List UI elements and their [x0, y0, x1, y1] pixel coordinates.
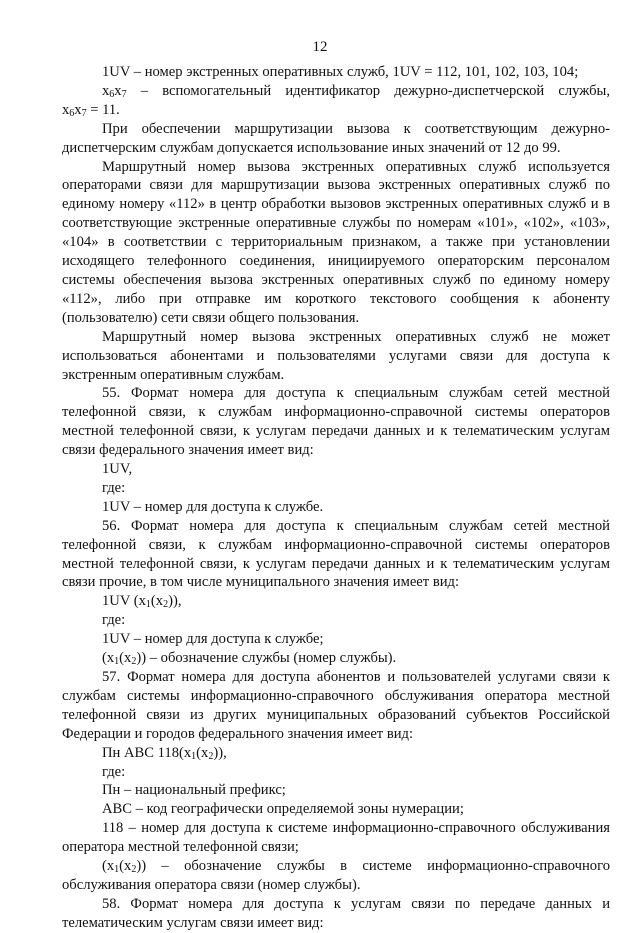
paragraph-routing-values: При обеспечении маршрутизации вызова к соответствующим дежурно-диспетчерским службам допускается использование иных значений от 12 до 99.	[62, 120, 610, 156]
paragraph-auxiliary-id: $x_6x_7$ – вспомогательный идентификатор дежурно-диспетчерской службы,	[102, 82, 610, 100]
formula-clause-57: Пн ABC $118(x_1(x_2))$,	[102, 744, 227, 762]
paragraph-clause-58: 58. Формат номера для доступа к услугам связи по передаче данных и телематическим услугам связи имеет вид:	[62, 895, 610, 931]
definition-national-prefix: Пн – национальный префикс;	[102, 782, 286, 799]
paragraph-routing-number-restriction: Маршрутный номер вызова экстренных оперативных служб не может использоваться абонентами и пользователями услугами связи для доступа к экстренным оперативным службам.	[62, 328, 610, 383]
definition-service-code-118: $(x_1(x_2))$ – обозначение службы в системе информационно-справочного обслуживания оператора связи (номер службы).	[62, 858, 610, 893]
paragraph-emergency-number: 1UV – номер экстренных оперативных служб, 1UV = 112, 101, 102, 103, 104;	[102, 64, 579, 80]
formula-clause-55: 1UV,	[102, 461, 133, 478]
where-label: где:	[102, 479, 126, 496]
paragraph-clause-56: 56. Формат номера для доступа к специальным службам сетей местной телефонной связи, к службам информационно-справочной системы операторов местной телефонной связи, к услугам передачи данных и к телематическим услугам связи прочие, в том числе муниципального значения имеет вид:	[62, 517, 610, 591]
definition-1uv: 1UV – номер для доступа к службе.	[102, 498, 324, 515]
page-number: 12	[312, 39, 328, 55]
formula-clause-56: 1UV $(x_1(x_2))$,	[102, 593, 182, 611]
definition-service-code: $(x_1(x_2))$ – обозначение службы (номер службы).	[102, 650, 397, 668]
paragraph-routing-number-usage: Маршрутный номер вызова экстренных оперативных служб используется операторами связи для маршрутизации вызова экстренных оперативных служб по единому номеру «112» в центр обработки вызовов экстренных оперативных служб и в соответствующие экстренные оперативные службы по номерам «101», «102», «103», «104» в соответствии с территориальным признаком, а также при установлении исходящего телефонного соединения, инициируемого операторским персоналом системы обеспечения вызова экстренных оперативных служб по единому номеру «112», либо при отправке им короткого текстового сообщения к абоненту (пользователю) сети связи общего пользования.	[62, 158, 610, 326]
paragraph-clause-55: 55. Формат номера для доступа к специальным службам сетей местной телефонной связи, к службам информационно-справочной системы операторов местной телефонной связи, к услугам передачи данных и к телематическим услугам связи федерального значения имеет вид:	[62, 385, 610, 459]
definition-118: 118 – номер для доступа к системе информационно-справочного обслуживания оператора местной телефонной связи;	[62, 820, 610, 856]
where-label: где:	[102, 612, 126, 629]
document-body	[62, 63, 610, 933]
definition-abc-code: ABC – код географически определяемой зоны нумерации;	[102, 801, 464, 818]
definition-1uv: 1UV – номер для доступа к службе;	[102, 631, 324, 648]
paragraph-auxiliary-value: $x_6x_7 = 11$.	[62, 101, 120, 119]
where-label: где:	[102, 763, 126, 780]
paragraph-clause-57: 57. Формат номера для доступа абонентов и пользователей услугами связи к службам системы информационно-справочного обслуживания оператора местной телефонной связи из других муниципальных образований субъектов Российской Федерации и городов федерального значения имеет вид:	[62, 669, 610, 742]
